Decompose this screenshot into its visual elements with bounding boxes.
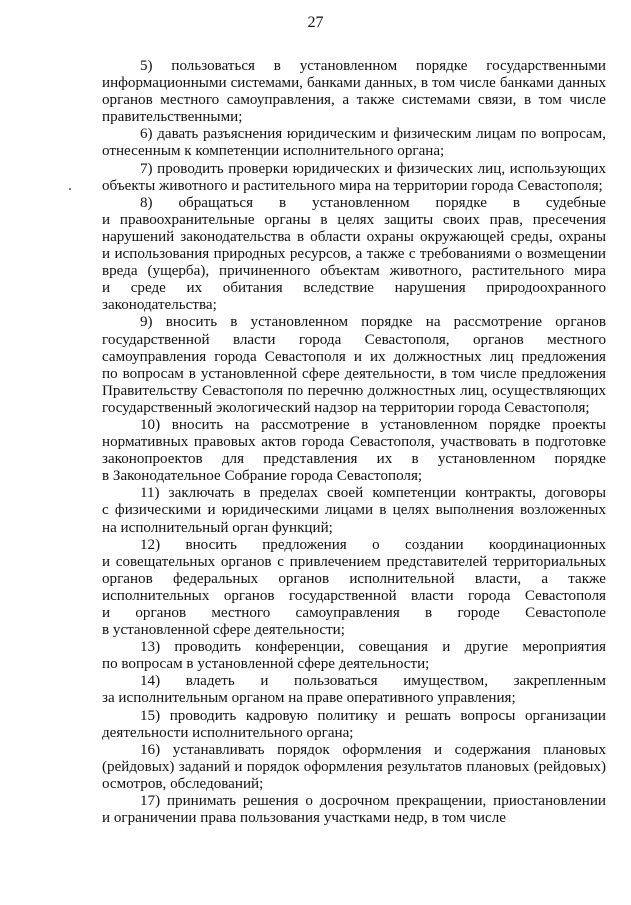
text-line: по вопросам в установленной сфере деятельности;: [102, 656, 430, 673]
text-line: с физическими и юридическими лицами в целях выполнения возложенных: [102, 502, 606, 519]
text-line: деятельности исполнительного органа;: [102, 724, 354, 741]
paragraph: [102, 485, 606, 536]
margin-dot: [69, 188, 71, 190]
text-line: в Законодательное Собрание города Севастополя;: [102, 468, 423, 485]
text-line: нормативных правовых актов города Севастополя, участвовать в подготовке: [102, 434, 606, 451]
text-line: 14) владеть и пользоваться имуществом, закрепленным: [140, 673, 606, 690]
text-line: 11) заключать в пределах своей компетенции контракты, договоры: [140, 485, 606, 502]
paragraph: [102, 673, 606, 707]
text-line: и использования природных ресурсов, а также с требованиями о возмещении: [102, 246, 606, 263]
text-line: за исполнительным органом на праве оперативного управления;: [102, 690, 516, 707]
paragraph: [102, 793, 606, 827]
paragraph: [102, 58, 606, 126]
text-line: 6) давать разъяснения юридическим и физическим лицам по вопросам,: [140, 126, 606, 143]
text-line: и органов местного самоуправления в городе Севастополе: [102, 605, 606, 621]
text-line: и среде их обитания вследствие нарушения природоохранного: [102, 280, 606, 297]
text-line: 12) вносить предложения о создании координационных: [140, 536, 606, 553]
paragraph: [102, 537, 606, 640]
text-line: государственный экологический надзор на территории города Севастополя;: [102, 399, 590, 416]
text-line: в установленной сфере деятельности;: [102, 622, 345, 639]
text-line: 9) вносить в установленном порядке на рассмотрение органов: [140, 314, 606, 331]
paragraph: [102, 708, 606, 742]
paragraph: [102, 126, 606, 160]
text-line: 17) принимать решения о досрочном прекращении, приостановлении: [140, 793, 606, 810]
text-line: органов федеральных органов исполнительной власти, а также: [102, 570, 606, 587]
text-line: законодательства;: [102, 297, 217, 314]
text-line: (рейдовых) заданий и порядок оформления результатов плановых (рейдовых): [102, 758, 606, 775]
text-line: и ограничении права пользования участками недр, в том числе: [102, 810, 506, 827]
text-line: 13) проводить конференции, совещания и другие мероприятия: [140, 639, 606, 656]
text-line: и правоохранительные органы в целях защиты своих прав, пресечения: [102, 211, 606, 228]
page-number: 27: [307, 14, 324, 31]
text-line: правительственными;: [102, 109, 243, 126]
paragraph: [102, 639, 606, 673]
text-line: вреда (ущерба), причиненного объектам животного, растительного мира: [102, 263, 606, 280]
text-line: 8) обращаться в установленном порядке в судебные: [140, 194, 606, 211]
text-line: нарушений законодательства в области охраны окружающей среды, охраны: [102, 228, 606, 245]
text-line: самоуправления города Севастополя и их должностных лиц предложения: [102, 348, 606, 365]
text-line: отнесенным к компетенции исполнительного органа;: [102, 143, 445, 160]
paragraph: [102, 742, 606, 793]
text-line: 5) пользоваться в установленном порядке государственными: [140, 58, 606, 74]
text-line: законопроектов для представления их в установленном порядке: [102, 451, 606, 468]
text-line: 16) устанавливать порядок оформления и содержания плановых: [140, 741, 606, 758]
text-line: объекты животного и растительного мира на территории города Севастополя;: [102, 177, 603, 194]
paragraph: [102, 161, 606, 195]
text-line: государственной власти города Севастополя, органов местного: [102, 331, 606, 348]
text-line: органов местного самоуправления, а также системами связи, в том числе: [102, 92, 606, 109]
text-line: 10) вносить на рассмотрение в установленном порядке проекты: [140, 416, 606, 433]
text-line: 7) проводить проверки юридических и физических лиц, использующих: [140, 160, 606, 177]
text-line: по вопросам в установленной сфере деятельности, в том числе предложения: [102, 365, 606, 382]
text-line: информационными системами, банками данных, в том числе банками данных: [102, 75, 606, 92]
document-body: [102, 58, 606, 827]
paragraph: [102, 314, 606, 417]
text-line: исполнительных органов государственной власти города Севастополя: [102, 587, 606, 604]
text-line: Правительству Севастополя по перечню должностных лиц, осуществляющих: [102, 382, 606, 399]
text-line: на исполнительный орган функций;: [102, 519, 333, 536]
paragraph: [102, 195, 606, 315]
text-line: осмотров, обследований;: [102, 775, 264, 792]
text-line: 15) проводить кадровую политику и решать вопросы организации: [140, 707, 606, 724]
paragraph: [102, 417, 606, 485]
text-line: и совещательных органов с привлечением представителей территориальных: [102, 553, 606, 570]
